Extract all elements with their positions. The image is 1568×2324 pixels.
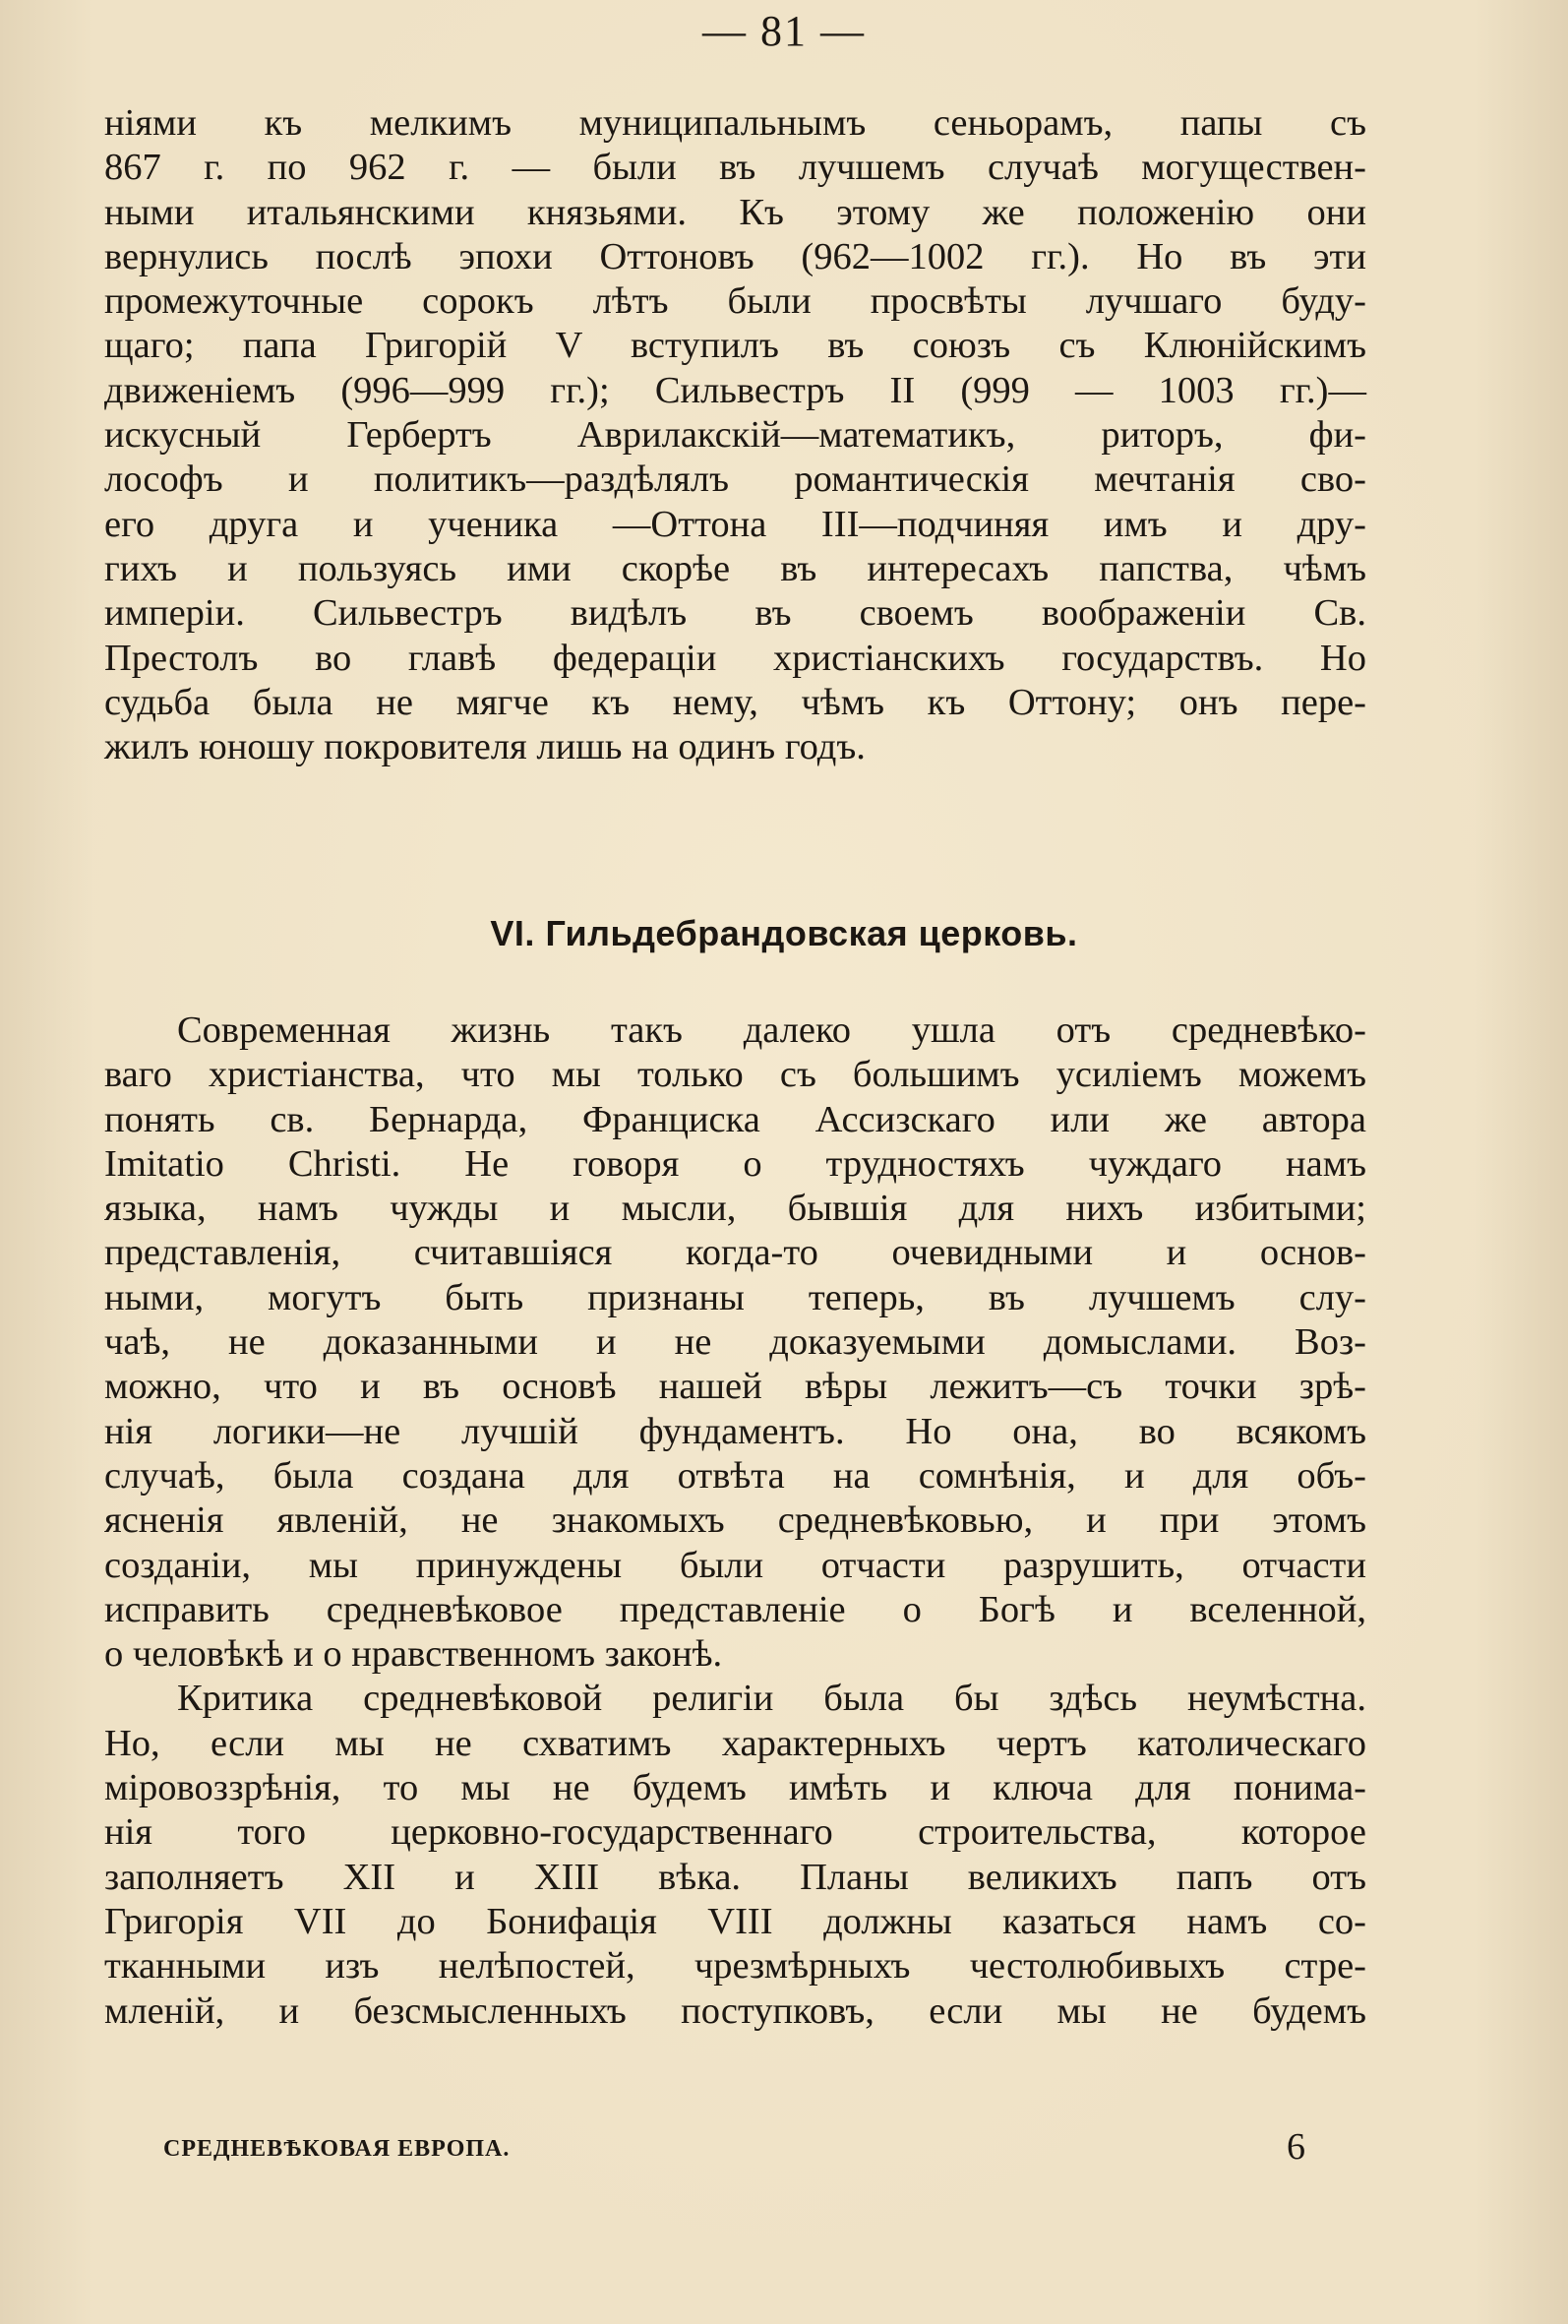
- text-line: гихъ и пользуясь ими скорѣе въ интересахъ папства, чѣмъ: [104, 547, 1366, 589]
- text-line: нiями къ мелкимъ муниципальнымъ сеньорамъ, папы съ: [104, 102, 1366, 144]
- text-line: Критика средневѣковой религiи была бы здѣсь неумѣстна.: [177, 1678, 1366, 1720]
- text-line: нiя того церковно-государственнаго строительства, которое: [104, 1811, 1366, 1854]
- footer-signature: СРЕДНЕВѢКОВАЯ ЕВРОПА.: [163, 2136, 511, 2162]
- text-line: судьба была не мягче къ нему, чѣмъ къ Оттону; онъ пере-: [104, 681, 1366, 723]
- text-line: жилъ юношу покровителя лишь на одинъ годъ.: [104, 726, 866, 768]
- footer-sheet-number: 6: [1287, 2126, 1305, 2168]
- text-line: о человѣкѣ и о нравственномъ законѣ.: [104, 1633, 723, 1676]
- text-line: ными итальянскими князьями. Къ этому же положенiю они: [104, 191, 1366, 233]
- text-line: Но, если мы не схватимъ характерныхъ чертъ католическаго: [104, 1722, 1366, 1764]
- paragraph-continued: [104, 101, 1366, 769]
- text-line: исправить средневѣковое представленiе о Богѣ и вселенной,: [104, 1588, 1366, 1630]
- text-line: его друга и ученика —Оттона III—подчиняя имъ и дру-: [104, 503, 1366, 545]
- text-line: 867 г. по 962 г. — были въ лучшемъ случаѣ могуществен-: [104, 147, 1366, 189]
- page-number: — 81 —: [702, 7, 866, 55]
- section-heading: VI. Гильдебрандовская церковь.: [490, 913, 1078, 953]
- section-body: [104, 1009, 1366, 2034]
- text-line: Современная жизнь такъ далеко ушла отъ средневѣко-: [177, 1009, 1366, 1051]
- text-line: понять св. Бернарда, Франциска Ассизскаго или же автора: [104, 1098, 1366, 1140]
- text-line: языка, намъ чужды и мысли, бывшiя для нихъ избитыми;: [104, 1188, 1366, 1230]
- text-line: промежуточные сорокъ лѣтъ были просвѣты лучшаго буду-: [104, 280, 1366, 323]
- text-line: щаго; папа Григорiй V вступилъ въ союзъ съ Клюнiйскимъ: [104, 325, 1366, 367]
- text-line: Престолъ во главѣ федерацiи христiанскихъ государствъ. Но: [104, 637, 1366, 679]
- text-line: случаѣ, была создана для отвѣта на сомнѣнiя, и для объ-: [104, 1454, 1366, 1497]
- text-line: ными, могутъ быть признаны теперь, въ лучшемъ слу-: [104, 1276, 1366, 1318]
- text-line: движенiемъ (996—999 гг.); Сильвестръ II (999 — 1003 гг.)—: [104, 369, 1366, 411]
- text-line: чаѣ, не доказанными и не доказуемыми домыслами. Воз-: [104, 1321, 1366, 1364]
- text-line: мленiй, и безсмысленныхъ поступковъ, если мы не будемъ: [104, 1989, 1366, 2032]
- text-line: Imitatio Christi. Не говоря о трудностяхъ чуждаго намъ: [104, 1142, 1366, 1185]
- text-line: тканными изъ нелѣпостей, чрезмѣрныхъ честолюбивыхъ стре-: [104, 1945, 1366, 1988]
- text-line: ваго христiанства, что мы только съ большимъ усилiемъ можемъ: [104, 1054, 1366, 1096]
- text-line: нiя логики—не лучшiй фундаментъ. Но она, во всякомъ: [104, 1410, 1366, 1452]
- text-line: лософъ и политикъ—раздѣлялъ романтическiя мечтанiя сво-: [104, 459, 1366, 501]
- text-line: заполняетъ XII и XIII вѣка. Планы великихъ папъ отъ: [104, 1856, 1366, 1898]
- text-line: вернулись послѣ эпохи Оттоновъ (962—1002 гг.). Но въ эти: [104, 235, 1366, 277]
- text-line: искусный Гербертъ Аврилакскiй—математикъ, риторъ, фи-: [104, 414, 1366, 457]
- text-line: Григорiя VII до Бонифацiя VIII должны казаться намъ со-: [104, 1900, 1366, 1942]
- text-line: мiровоззрѣнiя, то мы не будемъ имѣть и ключа для понима-: [104, 1767, 1366, 1809]
- text-line: имперiи. Сильвестръ видѣлъ въ своемъ воображенiи Св.: [104, 592, 1366, 635]
- text-line: можно, что и въ основѣ нашей вѣры лежитъ—съ точки зрѣ-: [104, 1366, 1366, 1408]
- text-line: созданiи, мы принуждены были отчасти разрушить, отчасти: [104, 1544, 1366, 1586]
- text-line: представленiя, считавшiяся когда-то очевидными и основ-: [104, 1232, 1366, 1274]
- text-line: ясненiя явленiй, не знакомыхъ средневѣковью, и при этомъ: [104, 1499, 1366, 1542]
